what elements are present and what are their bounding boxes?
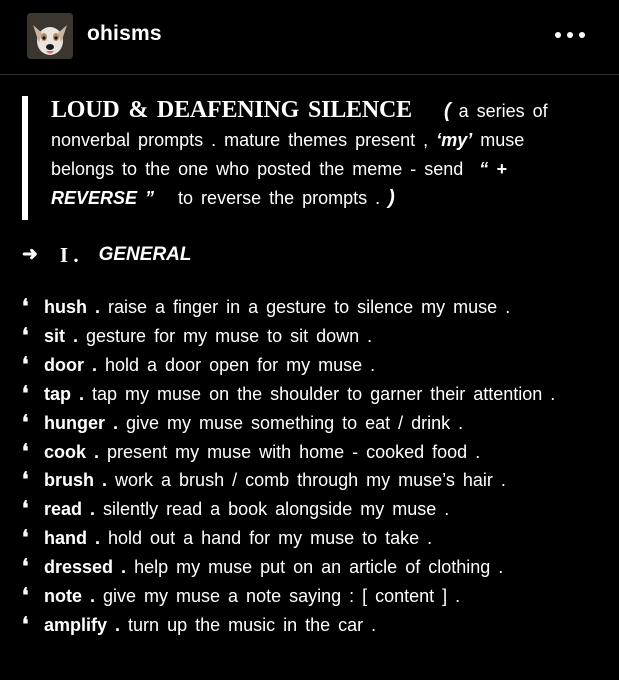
prompt-text: hold out a hand for my muse to take .	[108, 528, 433, 549]
prompt-name: note .	[44, 586, 95, 607]
quote-bullet-icon: ❛	[22, 556, 29, 579]
list-item	[22, 553, 602, 582]
prompt-text: give my muse a note saying : [ content ] .	[103, 586, 461, 607]
list-item	[22, 293, 602, 322]
quote-bullet-icon: ❛	[22, 296, 29, 318]
list-item	[22, 524, 602, 553]
open-paren: (	[443, 100, 451, 122]
list-item	[22, 495, 602, 524]
quote-bullet-icon: ❛	[22, 498, 29, 521]
prompt-name: sit .	[44, 325, 79, 346]
arrow-right-icon: ➜	[22, 244, 38, 265]
list-item	[22, 582, 602, 611]
quote-bullet-icon: ❛	[22, 411, 29, 434]
more-options-button[interactable]	[552, 22, 588, 48]
reverse-keyword: REVERSE ”	[51, 188, 155, 208]
blockquote-bar	[22, 96, 28, 220]
prompt-text: tap my muse on the shoulder to garner their attention .	[92, 383, 556, 404]
prompt-text: help my muse put on an article of clothing .	[134, 557, 504, 578]
prompt-name: dressed .	[44, 557, 127, 578]
prompt-text: hold a door open for my muse .	[105, 354, 376, 375]
prompt-name: tap .	[44, 383, 85, 404]
dog-avatar-icon	[27, 13, 73, 59]
quote-bullet-icon: ❛	[22, 324, 29, 347]
prompt-text: give my muse something to eat / drink .	[126, 412, 464, 433]
quote-bullet-icon: ❛	[22, 353, 29, 376]
list-item	[22, 351, 602, 380]
prompt-name: door .	[44, 354, 97, 375]
intro-line-1	[51, 96, 596, 126]
list-item	[22, 380, 602, 409]
prompt-list	[22, 293, 602, 640]
prompt-name: brush .	[44, 470, 108, 491]
intro-title: LOUD & DEAFENING SILENCE	[51, 97, 412, 123]
quote-plus: “ +	[479, 159, 507, 179]
prompt-name: read .	[44, 499, 96, 520]
list-item	[22, 466, 602, 495]
section-numeral: I .	[59, 243, 79, 267]
quote-bullet-icon: ❛	[22, 613, 29, 636]
prompt-text: raise a finger in a gesture to silence my muse .	[108, 297, 511, 317]
list-item	[22, 438, 602, 467]
prompt-text: silently read a book alongside my muse .	[103, 499, 450, 520]
post-header	[0, 0, 619, 75]
section-label: GENERAL	[98, 244, 192, 265]
quote-bullet-icon: ❛	[22, 469, 29, 492]
quote-bullet-icon: ❛	[22, 527, 29, 550]
intro-line-4: REVERSE ” to reverse the prompts . )	[51, 187, 395, 209]
prompt-name: amplify .	[44, 614, 121, 635]
intro-line-3: belongs to the one who posted the meme - send “ +	[51, 159, 507, 179]
more-horizontal-icon	[554, 31, 586, 39]
prompt-name: hand .	[44, 528, 100, 549]
intro-text	[51, 96, 596, 213]
prompt-name: cook .	[44, 441, 100, 462]
username[interactable]: ohisms	[87, 22, 162, 45]
prompt-text: turn up the music in the car .	[128, 614, 377, 635]
prompt-name: hush .	[44, 297, 100, 317]
intro-line-2: nonverbal prompts . mature themes present , ‘my’ muse	[51, 130, 525, 150]
list-item	[22, 409, 602, 438]
quote-bullet-icon: ❛	[22, 382, 29, 405]
my-emphasis: ‘my’	[436, 130, 473, 150]
intro-line1-rest: a series of	[450, 101, 548, 121]
prompt-text: gesture for my muse to sit down .	[86, 325, 373, 346]
list-item	[22, 322, 602, 351]
list-item	[22, 611, 602, 640]
close-paren: )	[388, 187, 395, 209]
section-heading	[22, 241, 192, 269]
avatar[interactable]	[27, 13, 73, 59]
prompt-text: work a brush / comb through my muse’s hair .	[115, 470, 506, 491]
quote-bullet-icon: ❛	[22, 585, 29, 608]
prompt-name: hunger .	[44, 412, 118, 433]
quote-bullet-icon: ❛	[22, 440, 29, 463]
prompt-text: present my muse with home - cooked food .	[107, 441, 481, 462]
